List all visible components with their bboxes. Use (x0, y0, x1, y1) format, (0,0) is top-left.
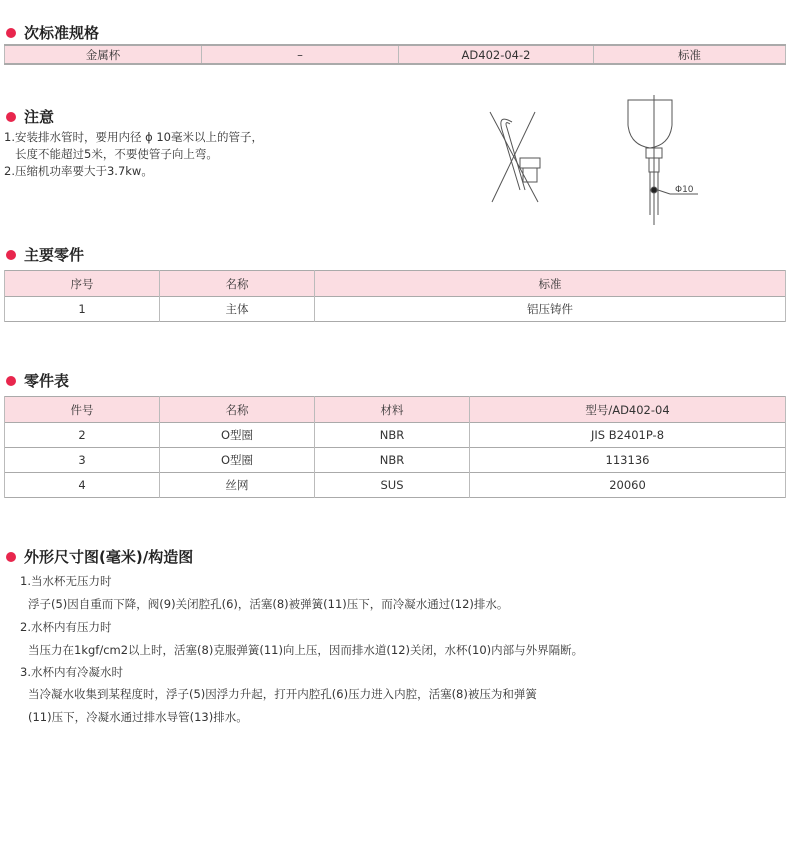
section-sub-spec-title (6, 22, 99, 43)
cell: JIS B2401P-8 (470, 423, 786, 448)
bullet-icon (6, 376, 16, 386)
main-parts-table (4, 270, 786, 322)
cell: 3 (5, 448, 160, 473)
cell: 4 (5, 473, 160, 498)
cell: – (202, 45, 399, 64)
cell: SUS (315, 473, 470, 498)
section-parts-table-title (6, 370, 69, 391)
heading-text: 外形尺寸图(毫米)/构造图 (24, 548, 194, 566)
table-row (5, 297, 786, 322)
bullet-icon (6, 552, 16, 562)
diameter-label: Φ10 (675, 185, 694, 195)
structure-line: 当冷凝水收集到某程度时，浮子(5)因浮力升起，打开内腔孔(6)压力进入内腔，活塞(8)被压为和弹簧 (28, 687, 537, 701)
cell: 丝网 (160, 473, 315, 498)
sub-spec-table (4, 44, 786, 65)
heading-text: 零件表 (24, 372, 70, 390)
cell: 标准 (594, 45, 786, 64)
structure-line: (11)压下，冷凝水通过排水导管(13)排水。 (28, 710, 248, 724)
table-row (5, 423, 786, 448)
structure-line: 3.水杯内有冷凝水时 (20, 665, 123, 679)
cell: 2 (5, 423, 160, 448)
cell: AD402-04-2 (399, 45, 594, 64)
note-line: 长度不能超过5米，不要使管子向上弯。 (15, 147, 218, 161)
cell: 主体 (160, 297, 315, 322)
cell: O型圈 (160, 448, 315, 473)
cell: 113136 (470, 448, 786, 473)
section-main-parts-title (6, 244, 84, 265)
header-cell: 序号 (5, 271, 160, 297)
cell: 铝压铸件 (315, 297, 786, 322)
structure-line: 1.当水杯无压力时 (20, 574, 112, 588)
cell: NBR (315, 448, 470, 473)
cell: 1 (5, 297, 160, 322)
section-structure-title (6, 546, 193, 567)
heading-text: 次标准规格 (24, 24, 100, 42)
table-row (5, 448, 786, 473)
parts-table (4, 396, 786, 498)
structure-line: 当压力在1kgf/cm2以上时，活塞(8)克服弹簧(11)向上压，因而排水道(12)关闭，水杯(10)内部与外界隔断。 (28, 643, 584, 657)
heading-text: 注意 (24, 108, 55, 126)
structure-line: 2.水杯内有压力时 (20, 620, 112, 634)
cell: 20060 (470, 473, 786, 498)
section-notes-title (6, 106, 54, 127)
bullet-icon (6, 112, 16, 122)
bullet-icon (6, 28, 16, 38)
table-row (5, 473, 786, 498)
drain-pipe-diagram (470, 90, 710, 230)
cell: 金属杯 (5, 45, 202, 64)
structure-line: 浮子(5)因自重而下降，阀(9)关闭腔孔(6)，活塞(8)被弹簧(11)压下，而冷凝水通过(12)排水。 (28, 597, 509, 611)
cell: NBR (315, 423, 470, 448)
table-header-row (5, 397, 786, 423)
header-cell: 型号/AD402-04 (470, 397, 786, 423)
cell: O型圈 (160, 423, 315, 448)
header-cell: 标准 (315, 271, 786, 297)
heading-text: 主要零件 (24, 246, 85, 264)
header-cell: 名称 (160, 397, 315, 423)
note-line: 2.压缩机功率要大于3.7kw。 (4, 164, 153, 178)
table-header-row (5, 271, 786, 297)
note-line: 1.安装排水管时，要用内径 ϕ 10毫米以上的管子， (4, 130, 264, 144)
header-cell: 材料 (315, 397, 470, 423)
header-cell: 件号 (5, 397, 160, 423)
table-row (5, 45, 786, 64)
header-cell: 名称 (160, 271, 315, 297)
bullet-icon (6, 250, 16, 260)
